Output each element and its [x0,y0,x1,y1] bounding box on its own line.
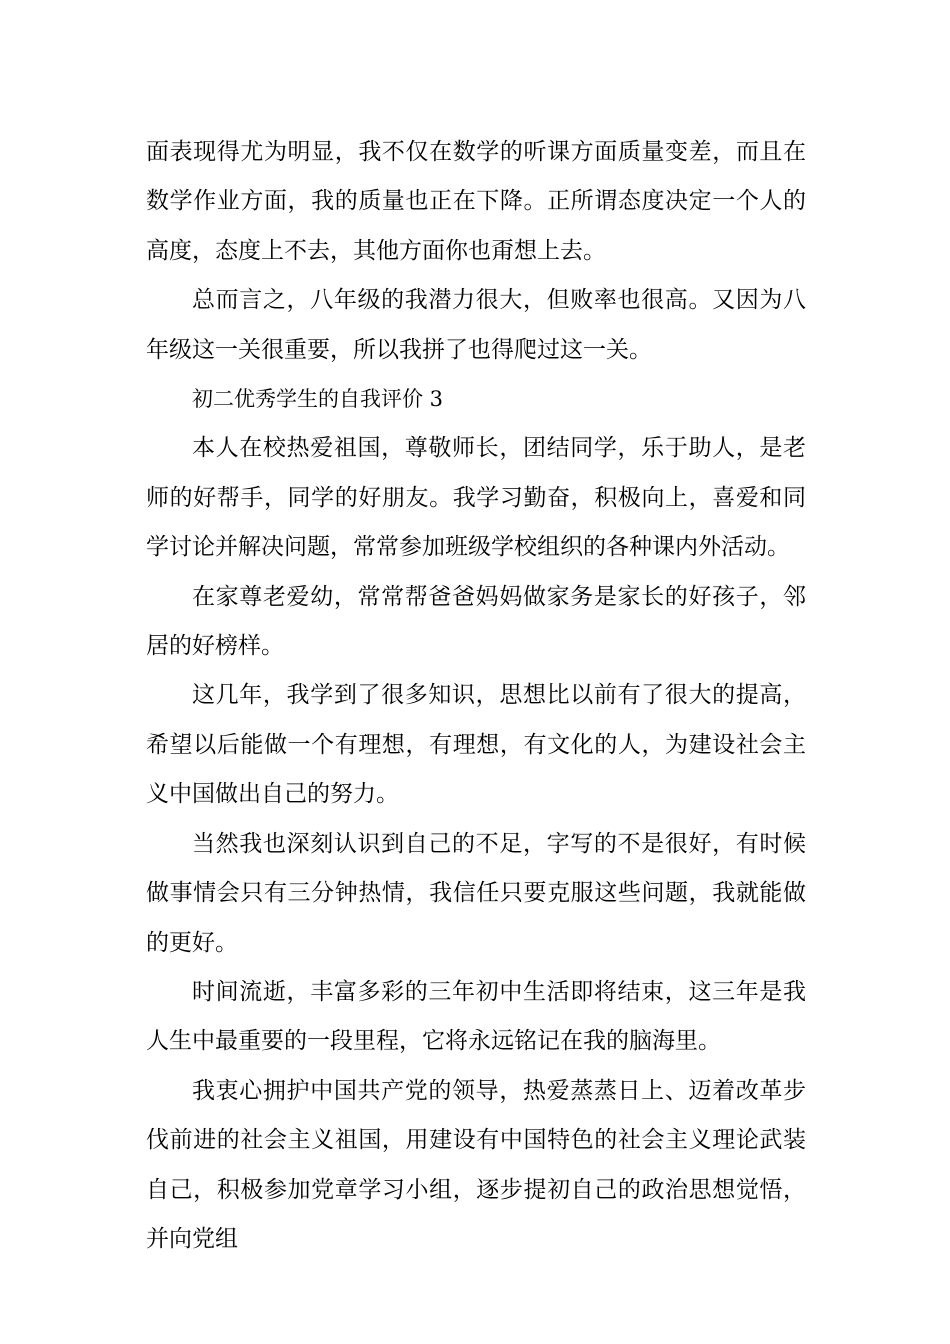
paragraph-2: 总而言之，八年级的我潜力很大，但败率也很高。又因为八年级这一关很重要，所以我拼了也得爬过这一关。 [146,287,806,363]
paragraph-3: 本人在校热爱祖国，尊敬师长，团结同学，乐于助人，是老师的好帮手，同学的好朋友。我学习勤奋，积极向上，喜爱和同学讨论并解决问题，常常参加班级学校组织的各种课内外活动。 [146,435,806,561]
paragraph-6: 当然我也深刻认识到自己的不足，字写的不是很好，有时候做事情会只有三分钟热情，我信任只要克服这些问题，我就能做的更好。 [146,830,806,956]
paragraph-4: 在家尊老爱幼，常常帮爸爸妈妈做家务是家长的好孩子，邻居的好榜样。 [146,583,806,660]
paragraph-1: 面表现得尤为明显，我不仅在数学的听课方面质量变差，而且在数学作业方面，我的质量也正在下降。正所谓态度决定一个人的高度，态度上不去，其他方面你也甭想上去。 [146,139,806,264]
paragraph-5: 这几年，我学到了很多知识，思想比以前有了很大的提高，希望以后能做一个有理想，有理想，有文化的人，为建设社会主义中国做出自己的努力。 [146,682,806,808]
section-heading: 初二优秀学生的自我评价 3 [192,387,444,412]
paragraph-7: 时间流逝，丰富多彩的三年初中生活即将结束，这三年是我人生中最重要的一段里程，它将永远铭记在我的脑海里。 [146,978,806,1055]
paragraph-8: 我衷心拥护中国共产党的领导，热爱蒸蒸日上、迈着改革步伐前进的社会主义祖国，用建设有中国特色的社会主义理论武装自己，积极参加党章学习小组，逐步提初自己的政治思想觉悟，并向党组 [146,1077,806,1252]
document-page [146,128,806,1264]
